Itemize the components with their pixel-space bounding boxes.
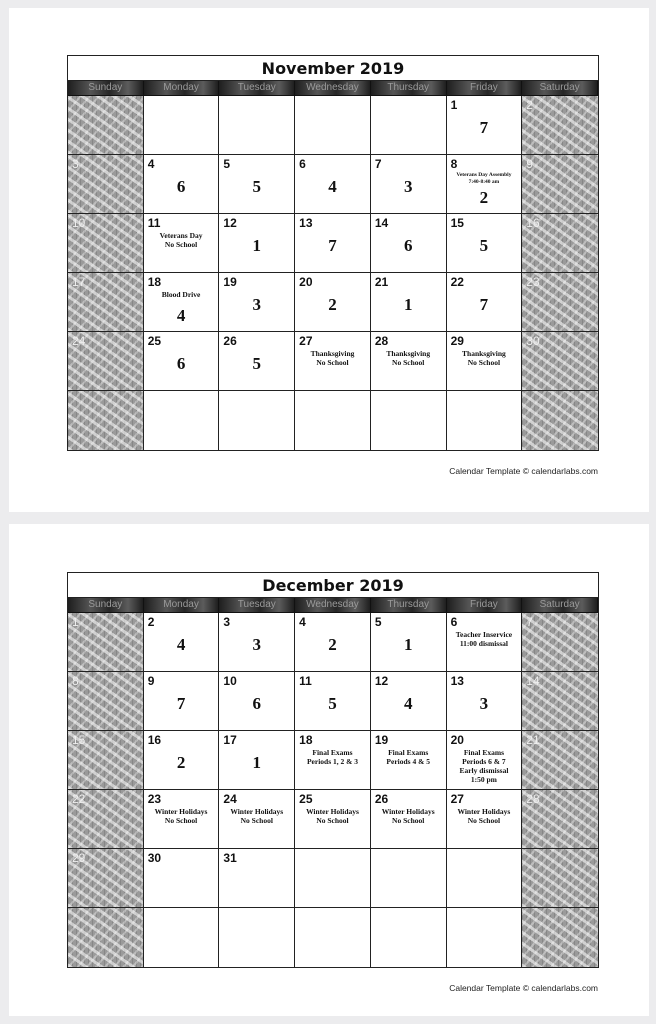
weekday-label: Thursday: [371, 81, 447, 95]
weekday-label: Saturday: [522, 81, 598, 95]
day-cell: [447, 613, 523, 672]
day-cell: [68, 391, 144, 450]
rotation-day-number: 6: [252, 694, 262, 713]
event-note: Thanksgiving No School: [310, 349, 355, 367]
weekday-label: Friday: [447, 81, 523, 95]
day-number: 22: [450, 275, 464, 289]
day-cell: [447, 391, 523, 450]
day-cell: [447, 96, 523, 155]
rotation-day-number: 6: [176, 177, 186, 196]
day-cell: [371, 391, 447, 450]
day-number: 15: [72, 733, 86, 747]
weekday-label: Thursday: [371, 598, 447, 612]
day-number: 21: [374, 275, 389, 289]
month-title: December 2019: [68, 573, 598, 598]
event-note: Thanksgiving No School: [386, 349, 431, 367]
rotation-day-number: 1: [252, 236, 262, 255]
rotation-day-number: 3: [403, 177, 413, 196]
rotation-day-number: 2: [176, 753, 186, 772]
day-number: 26: [374, 792, 389, 806]
day-cell: [522, 96, 598, 155]
day-number: 13: [299, 216, 313, 230]
event-note: Winter Holidays No School: [154, 807, 208, 825]
rotation-day-number: 5: [479, 236, 489, 255]
day-number: 17: [72, 275, 86, 289]
day-number: 25: [299, 792, 313, 806]
day-cell: [68, 332, 144, 391]
day-cell: [447, 672, 523, 731]
event-note: Final Exams Periods 4 & 5: [386, 748, 430, 766]
event-note: Teacher Inservice 11:00 dismissal: [455, 630, 513, 648]
calendar-page-november: [9, 8, 649, 512]
day-number: 14: [526, 674, 540, 688]
day-cell: [295, 155, 371, 214]
day-cell: [522, 391, 598, 450]
event-note: Final Exams Periods 6 & 7 Early dismissal 1:50 pm: [459, 748, 509, 784]
day-cell: [144, 672, 220, 731]
day-number: 28: [526, 792, 540, 806]
day-cell: [144, 908, 220, 967]
day-number: 19: [223, 275, 237, 289]
day-number: 30: [526, 334, 540, 348]
day-cell: [219, 273, 295, 332]
day-cell: [447, 214, 523, 273]
day-number: 3: [72, 157, 79, 171]
rotation-day-number: 4: [176, 306, 186, 325]
template-credit: Calendar Template © calendarlabs.com: [449, 466, 598, 476]
weekday-label: Sunday: [68, 598, 144, 612]
day-cell: [447, 155, 523, 214]
event-note: Veterans Day Assembly 7:40-8:40 am: [456, 172, 512, 185]
weekday-label: Wednesday: [295, 598, 371, 612]
day-cell: [219, 672, 295, 731]
day-cell: [447, 731, 523, 790]
day-number: 11: [299, 674, 312, 688]
event-note: Veterans Day No School: [159, 231, 203, 249]
rotation-day-number: 1: [403, 295, 413, 314]
day-number: 27: [299, 334, 313, 348]
rotation-day-number: 3: [479, 694, 489, 713]
day-cell: [219, 731, 295, 790]
day-cell: [295, 790, 371, 849]
rotation-day-number: 2: [328, 295, 337, 314]
day-cell: [371, 214, 447, 273]
weekday-label: Tuesday: [219, 81, 295, 95]
rotation-day-number: 1: [403, 635, 413, 654]
day-cell: [295, 391, 371, 450]
day-cell: [522, 155, 598, 214]
day-cell: [219, 613, 295, 672]
rotation-day-number: 5: [252, 354, 262, 373]
day-cell: [447, 849, 523, 908]
day-number: 16: [526, 216, 540, 230]
event-note: Winter Holidays No School: [457, 807, 511, 825]
day-cell: [371, 155, 447, 214]
day-cell: [144, 613, 220, 672]
day-number: 1: [450, 98, 458, 112]
day-cell: [219, 214, 295, 273]
day-cell: [295, 613, 371, 672]
day-number: 29: [450, 334, 464, 348]
day-cell: [522, 731, 598, 790]
day-cell: [144, 332, 220, 391]
weekday-label: Monday: [144, 81, 220, 95]
rotation-day-number: 3: [252, 295, 262, 314]
day-number: 4: [299, 615, 306, 629]
day-grid: [68, 96, 598, 450]
day-cell: [295, 731, 371, 790]
day-number: 4: [147, 157, 155, 171]
day-cell: [68, 731, 144, 790]
day-cell: [68, 214, 144, 273]
day-cell: [68, 790, 144, 849]
day-number: 8: [72, 674, 79, 688]
day-cell: [522, 908, 598, 967]
day-number: 12: [223, 216, 237, 230]
day-cell: [371, 790, 447, 849]
rotation-day-number: 7: [479, 295, 489, 314]
day-number: 26: [223, 334, 237, 348]
day-number: 10: [72, 216, 86, 230]
day-number: 18: [147, 275, 162, 289]
event-note: Blood Drive: [161, 290, 201, 299]
day-number: 1: [72, 615, 79, 629]
day-number: 31: [223, 851, 237, 865]
day-number: 2: [526, 98, 533, 112]
day-cell: [447, 273, 523, 332]
rotation-day-number: 1: [252, 753, 262, 772]
day-cell: [295, 96, 371, 155]
rotation-day-number: 4: [328, 177, 337, 196]
day-number: 11: [147, 216, 161, 230]
day-cell: [371, 96, 447, 155]
rotation-day-number: 7: [176, 694, 186, 713]
day-number: 19: [374, 733, 389, 747]
day-cell: [371, 613, 447, 672]
day-number: 22: [72, 792, 86, 806]
day-cell: [68, 908, 144, 967]
day-cell: [144, 96, 220, 155]
event-note: Winter Holidays No School: [230, 807, 284, 825]
rotation-day-number: 4: [403, 694, 413, 713]
day-cell: [295, 849, 371, 908]
day-cell: [144, 273, 220, 332]
rotation-day-number: 2: [328, 635, 337, 654]
day-cell: [371, 908, 447, 967]
day-cell: [219, 849, 295, 908]
rotation-day-number: 5: [328, 694, 337, 713]
day-cell: [144, 155, 220, 214]
rotation-day-number: 4: [176, 635, 186, 654]
rotation-day-number: 6: [176, 354, 186, 373]
day-number: 15: [450, 216, 464, 230]
weekday-label: Wednesday: [295, 81, 371, 95]
rotation-day-number: 3: [252, 635, 262, 654]
month-title: November 2019: [68, 56, 598, 81]
day-number: 10: [223, 674, 237, 688]
rotation-day-number: 2: [479, 188, 489, 207]
day-cell: [68, 273, 144, 332]
day-cell: [295, 273, 371, 332]
weekday-label: Saturday: [522, 598, 598, 612]
day-cell: [522, 672, 598, 731]
day-number: 6: [450, 615, 458, 629]
day-number: 20: [450, 733, 464, 747]
day-cell: [522, 332, 598, 391]
day-cell: [295, 672, 371, 731]
rotation-day-number: 7: [479, 118, 489, 137]
day-cell: [68, 613, 144, 672]
day-cell: [68, 155, 144, 214]
weekday-label: Sunday: [68, 81, 144, 95]
day-number: 23: [526, 275, 540, 289]
day-number: 2: [147, 615, 155, 629]
day-cell: [371, 273, 447, 332]
day-cell: [68, 849, 144, 908]
day-number: 14: [374, 216, 389, 230]
day-number: 3: [223, 615, 231, 629]
day-cell: [219, 332, 295, 391]
day-number: 7: [526, 615, 533, 629]
weekday-label: Monday: [144, 598, 220, 612]
day-number: 12: [374, 674, 389, 688]
day-cell: [522, 790, 598, 849]
day-cell: [144, 849, 220, 908]
day-cell: [219, 155, 295, 214]
day-cell: [371, 731, 447, 790]
rotation-day-number: 6: [403, 236, 413, 255]
day-cell: [219, 790, 295, 849]
day-number: 9: [526, 157, 533, 171]
day-cell: [447, 332, 523, 391]
event-note: Final Exams Periods 1, 2 & 3: [306, 748, 359, 766]
day-cell: [522, 613, 598, 672]
day-grid: [68, 613, 598, 967]
day-number: 27: [450, 792, 464, 806]
day-cell: [295, 214, 371, 273]
day-cell: [522, 849, 598, 908]
day-number: 29: [72, 851, 86, 865]
weekday-header-row: [68, 81, 598, 96]
day-cell: [447, 908, 523, 967]
weekday-label: Tuesday: [219, 598, 295, 612]
calendar-december: [67, 572, 599, 968]
day-cell: [219, 391, 295, 450]
event-note: Winter Holidays No School: [306, 807, 359, 825]
template-credit: Calendar Template © calendarlabs.com: [449, 983, 598, 993]
rotation-day-number: 7: [328, 236, 337, 255]
calendar-page-december: [9, 524, 649, 1016]
day-number: 17: [223, 733, 237, 747]
day-number: 23: [147, 792, 162, 806]
day-number: 18: [299, 733, 313, 747]
day-number: 6: [299, 157, 306, 171]
day-cell: [144, 731, 220, 790]
day-number: 5: [374, 615, 382, 629]
calendar-november: [67, 55, 599, 451]
rotation-day-number: 5: [252, 177, 262, 196]
day-number: 13: [450, 674, 464, 688]
day-number: 20: [299, 275, 313, 289]
day-cell: [371, 332, 447, 391]
event-note: Winter Holidays No School: [381, 807, 435, 825]
day-cell: [295, 908, 371, 967]
day-cell: [144, 790, 220, 849]
day-cell: [219, 96, 295, 155]
day-cell: [144, 214, 220, 273]
day-number: 25: [147, 334, 162, 348]
weekday-header-row: [68, 598, 598, 613]
day-number: 16: [147, 733, 162, 747]
day-number: 9: [147, 674, 155, 688]
day-cell: [371, 672, 447, 731]
day-number: 21: [526, 733, 540, 747]
day-number: 24: [72, 334, 86, 348]
day-number: 7: [374, 157, 382, 171]
day-number: 24: [223, 792, 237, 806]
day-number: 30: [147, 851, 162, 865]
day-number: 28: [374, 334, 389, 348]
day-cell: [144, 391, 220, 450]
day-cell: [371, 849, 447, 908]
day-cell: [68, 672, 144, 731]
day-cell: [68, 96, 144, 155]
event-note: Thanksgiving No School: [462, 349, 506, 367]
weekday-label: Friday: [447, 598, 523, 612]
day-number: 8: [450, 157, 458, 171]
day-cell: [295, 332, 371, 391]
day-cell: [447, 790, 523, 849]
day-cell: [219, 908, 295, 967]
day-cell: [522, 273, 598, 332]
day-cell: [522, 214, 598, 273]
day-number: 5: [223, 157, 231, 171]
